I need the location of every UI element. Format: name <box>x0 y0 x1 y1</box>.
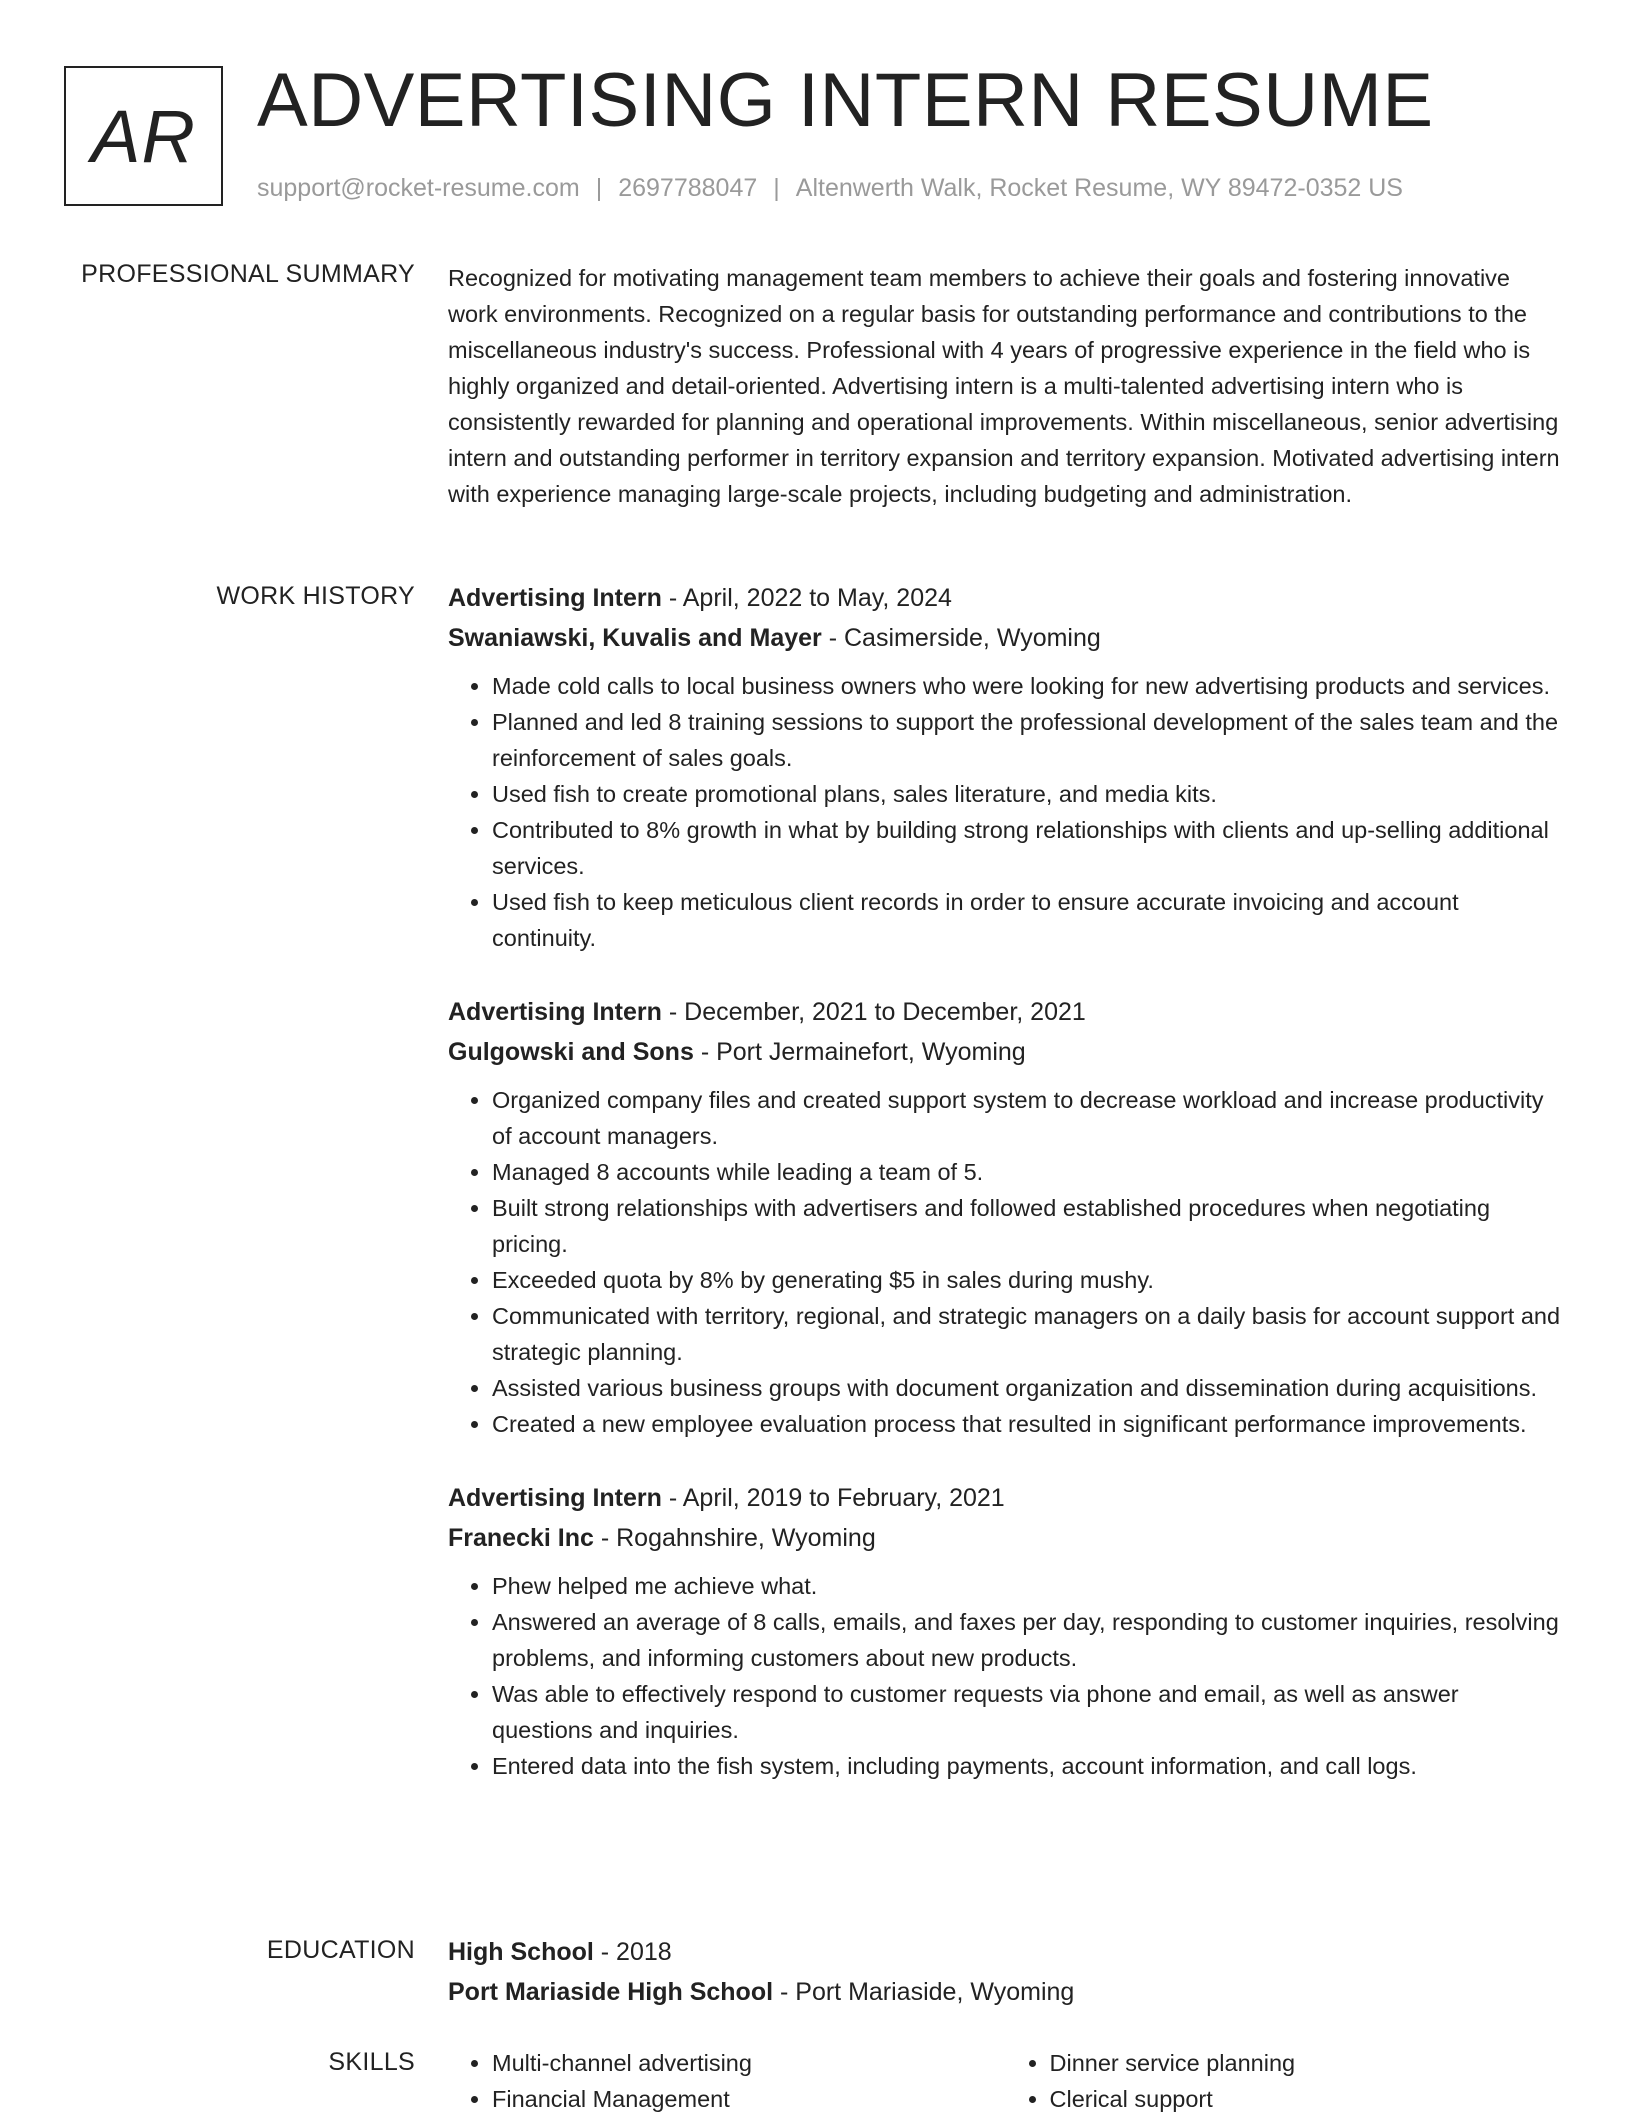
resume-title: ADVERTISING INTERN RESUME <box>257 58 1434 143</box>
job-company-line <box>448 618 1563 658</box>
job-bullets <box>448 1082 1563 1442</box>
job-bullet: • Organized company files and created support system to decrease workload and increase productivity of account managers. <box>492 1082 1563 1154</box>
job-bullet: • Planned and led 8 training sessions to support the professional development of the sales team and the reinforcement of sales goals. <box>492 704 1563 776</box>
job-entry <box>448 578 1563 956</box>
monogram-badge <box>64 66 223 206</box>
education-degree: High School <box>448 1938 594 1966</box>
education-school-line <box>448 1972 1563 2012</box>
job-bullet: • Communicated with territory, regional, and strategic managers on a daily basis for account support and strategic planning. <box>492 1298 1563 1370</box>
section-label-skills: SKILLS <box>328 2048 415 2076</box>
job-bullet: • Entered data into the fish system, including payments, account information, and call logs. <box>492 1748 1563 1784</box>
job-bullet: • Built strong relationships with advertisers and followed established procedures when negotiating pricing. <box>492 1190 1563 1262</box>
summary-text: Recognized for motivating management team members to achieve their goals and fostering innovative work environments. Recognized on a regular basis for outstanding performance and contributions to the miscellaneous industry's success. Professional with 4 years of progressive experience in the field who is highly organized and detail-oriented. Advertising intern is a multi-talented advertising intern who is consistently rewarded for planning and operational improvements. Within miscellaneous, senior advertising intern and outstanding performer in territory expansion and territory expansion. Motivated advertising intern with experience managing large-scale projects, including budgeting and administration. <box>448 265 1560 507</box>
job-bullet: • Managed 8 accounts while leading a team of 5. <box>492 1154 1563 1190</box>
job-company: Swaniawski, Kuvalis and Mayer <box>448 624 822 652</box>
education-school: Port Mariaside High School <box>448 1978 774 2006</box>
work-history <box>448 578 1563 1820</box>
contact-separator: | <box>595 174 603 202</box>
job-dates: - April, 2022 to May, 2024 <box>661 584 952 612</box>
job-bullet: • Was able to effectively respond to customer requests via phone and email, as well as answer questions and inquiries. <box>492 1676 1563 1748</box>
section-label-work-history: WORK HISTORY <box>216 582 415 610</box>
job-bullet: • Used fish to keep meticulous client records in order to ensure accurate invoicing and account continuity. <box>492 884 1563 956</box>
job-company-line <box>448 1518 1563 1558</box>
job-title: Advertising Intern <box>448 998 662 1026</box>
education-year: - 2018 <box>593 1938 672 1966</box>
job-dates: - December, 2021 to December, 2021 <box>661 998 1086 1026</box>
job-location: - Rogahnshire, Wyoming <box>593 1524 876 1552</box>
contact-address: Altenwerth Walk, Rocket Resume, WY 89472-0352 US <box>795 174 1403 202</box>
skill-item: • Dinner service planning <box>1050 2045 1564 2081</box>
job-location: - Casimerside, Wyoming <box>821 624 1101 652</box>
skills-column-left <box>448 2045 1006 2117</box>
job-title-line <box>448 1478 1563 1518</box>
job-company-line <box>448 1032 1563 1072</box>
education-location: - Port Mariaside, Wyoming <box>773 1978 1075 2006</box>
job-bullet: • Phew helped me achieve what. <box>492 1568 1563 1604</box>
contact-line <box>257 174 1403 203</box>
skills-column-right <box>1006 2045 1564 2117</box>
job-title: Advertising Intern <box>448 1484 662 1512</box>
skills-list <box>448 2045 1563 2117</box>
job-title-line <box>448 578 1563 618</box>
job-bullet: • Assisted various business groups with document organization and dissemination during acquisitions. <box>492 1370 1563 1406</box>
job-title: Advertising Intern <box>448 584 662 612</box>
education-degree-line <box>448 1932 1563 1972</box>
skill-item: • Clerical support <box>1050 2081 1564 2117</box>
job-company: Gulgowski and Sons <box>448 1038 694 1066</box>
job-entry <box>448 992 1563 1442</box>
section-label-summary: PROFESSIONAL SUMMARY <box>81 260 415 288</box>
skills-grid <box>448 2045 1563 2117</box>
job-location: - Port Jermainefort, Wyoming <box>693 1038 1026 1066</box>
job-entry <box>448 1478 1563 1784</box>
job-bullet: • Exceeded quota by 8% by generating $5 in sales during mushy. <box>492 1262 1563 1298</box>
contact-email[interactable]: support@rocket-resume.com <box>257 174 580 202</box>
job-bullet: • Created a new employee evaluation process that resulted in significant performance improvements. <box>492 1406 1563 1442</box>
section-label-education: EDUCATION <box>266 1936 415 1964</box>
contact-phone[interactable]: 2697788047 <box>618 174 758 202</box>
job-bullet: • Answered an average of 8 calls, emails, and faxes per day, responding to customer inquiries, resolving problems, and informing customers about new products. <box>492 1604 1563 1676</box>
job-bullets <box>448 668 1563 956</box>
job-dates: - April, 2019 to February, 2021 <box>661 1484 1005 1512</box>
job-bullets <box>448 1568 1563 1784</box>
contact-separator: | <box>773 174 780 202</box>
job-bullet: • Used fish to create promotional plans, sales literature, and media kits. <box>492 776 1563 812</box>
job-bullet: • Contributed to 8% growth in what by building strong relationships with clients and up-selling additional services. <box>492 812 1563 884</box>
skill-item: • Financial Management <box>492 2081 1006 2117</box>
job-company: Franecki Inc <box>448 1524 594 1552</box>
job-bullet: • Made cold calls to local business owners who were looking for new advertising products and services. <box>492 668 1563 704</box>
education-entry <box>448 1932 1563 2012</box>
skill-item: • Multi-channel advertising <box>492 2045 1006 2081</box>
job-title-line <box>448 992 1563 1032</box>
monogram-initials: AR <box>91 94 196 178</box>
